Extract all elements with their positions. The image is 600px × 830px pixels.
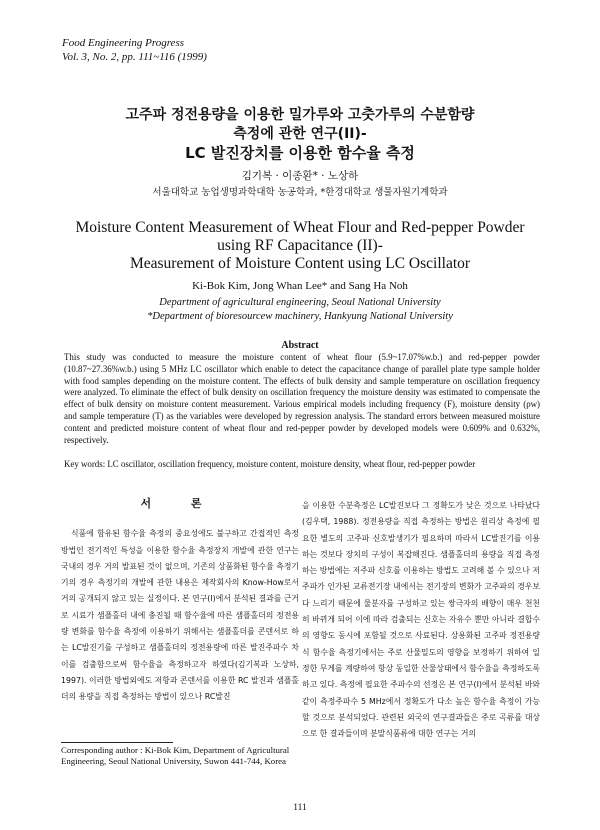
intro-paragraph-left: 식품에 함유된 함수율 측정의 중요성에도 불구하고 간접적인 측정방법인 전기적인 특성을 이용한 함수율 측정장치 개발에 관한 연구는 국내의 경우 거의 발표된 것이 없으며, 기존의 상품화된 함수율 측정기기의 경우 측정기의 개발에 관한 내용은 제작회사의 Know-How로서 거의 공개되지 않고 있는 실정이다. 본 연구(Ⅰ)에서 분석된 결과를 근거로 시료가 샘플홀더 내에 충진될 때 함수율에 따른 샘플홀더의 정전용량 변화를 함수율 측정에 이용하기 위해서는 샘플홀더를 콘덴서로 하는 LC발진기를 구성하고 샘플홀더의 정전용량에 따른 발진주파수 차이를 검출함으로써 함수율을 측정하고자 하였다(김기복과 노상하, 1997). 이러한 방법외에도 저항과 콘덴서를 이용한 RC 발진과 샘플홀더의 용량을 직접 측정하는 방법이 있으나 RC발진	[61, 529, 299, 702]
journal-header	[62, 36, 207, 64]
korean-affiliation: 서울대학교 농업생명과학대학 농공학과, *한경대학교 생물자원기계학과	[152, 187, 448, 198]
abstract-text: This study was conducted to measure the moisture content of wheat flour (5.9~17.07%w.b.) and red-pepper powder (10.87~27.36%w.b.) using 5 MHz LC oscillator which enable to detect the capacitance change of parallel plate type sample holder with food samples depending on the moisture content. The effects of bulk density and sample temperature on oscillation frequency were analyzed. To eliminate the effect of bulk density on oscillation frequency the moisture density was estimated to compensate the effect of bulk density on moisture content measurement. Various empirical models including frequency (F), moisture density (ρw) and sample temperature (T) as the variables were developed by regression analysis. The standard errors between measured moisture content and predicted moisture content of wheat flour and red-pepper powder by developed models were 0.609% and 0.632%, respectively.	[64, 352, 540, 445]
corresponding-author-footnote: Corresponding author : Ki-Bok Kim, Department of Agricultural Engineering, Seoul National University, Suwon 441-744, Korea	[61, 745, 290, 766]
korean-title-line3: LC 발진장치를 이용한 함수율 측정	[185, 144, 415, 162]
korean-title-line1: 고주파 정전용량을 이용한 밀가루와 고춧가루의 수분함량	[125, 107, 475, 123]
korean-title-line2: 측정에 관한 연구(II)-	[233, 126, 367, 142]
english-affiliation-1: Department of agricultural engineering, Seoul National University	[159, 297, 441, 308]
english-authors: Ki-Bok Kim, Jong Whan Lee* and Sang Ha Noh	[192, 280, 408, 292]
page-number: 111	[293, 803, 307, 813]
english-title-line3: Measurement of Moisture Content using LC Oscillator	[129, 255, 471, 272]
intro-paragraph-right: 을 이용한 수분측정은 LC발진보다 그 정확도가 낮은 것으로 나타났다(김우택, 1988). 정전용량을 직접 측정하는 방법은 원리상 측정에 필요한 별도의 고주파 신호발생기가 필요하며 따라서 LC발진기를 이용하는 것보다 장치의 구성이 복잡해진다. 샘플홀더의 용량을 직접 측정하는 방법에는 저주파 신호를 이용하는 방법도 고려해 볼 수 있으나 저주파가 인가된 교류전기장 내에서는 전기장의 변화가 고주파의 경우보다 느리기 때문에 물분자를 구성하고 있는 쌍극자의 배향이 매우 천천히 바뀌게 되어 이에 따라 검출되는 신호는 자유수 뿐만 아니라 결합수의 영향도 동시에 포함될 것으로 사료된다. 상용화된 고주파 정전용량식 함수율 측정기에서는 주로 산물밀도의 영향을 보정하기 위하여 일정한 무게를 계량하여 항상 동일한 산물상태에서 함수율을 측정하도록 하고 있다. 측정에 필요한 주파수의 선정은 본 연구(Ⅰ)에서 분석된 바와 같이 측정주파수 5 MHz에서 정확도가 다소 높은 함수율 측정이 가능할 것으로 분석되었다. 관련된 외국의 연구결과들은 주로 곡류를 대상으로 한 결과들이며 분말식품류에 대한 연구는 거의	[302, 501, 540, 739]
intro-right-column	[302, 498, 540, 742]
footnote-divider	[61, 742, 173, 743]
intro-left-column	[61, 494, 299, 706]
english-title-line1: Moisture Content Measurement of Wheat Flour and Red-pepper Powder	[75, 219, 525, 236]
section-heading-intro: 서 론	[140, 497, 220, 510]
journal-name: Food Engineering Progress	[62, 37, 185, 49]
english-affiliation	[0, 296, 600, 324]
english-title	[40, 219, 560, 273]
korean-title	[40, 106, 560, 163]
keywords: Key words: LC oscillator, oscillation frequency, moisture content, moisture density, wheat flour, red-pepper powder	[64, 459, 476, 469]
journal-volume: Vol. 3, No. 2, pp. 111~116 (1999)	[62, 51, 207, 63]
english-title-line2: using RF Capacitance (II)-	[217, 237, 383, 254]
abstract-heading: Abstract	[281, 340, 319, 351]
korean-authors: 김기복 · 이종환* · 노상하	[241, 170, 359, 182]
english-affiliation-2: *Department of bioresourcew machinery, Hankyung National University	[147, 311, 453, 322]
